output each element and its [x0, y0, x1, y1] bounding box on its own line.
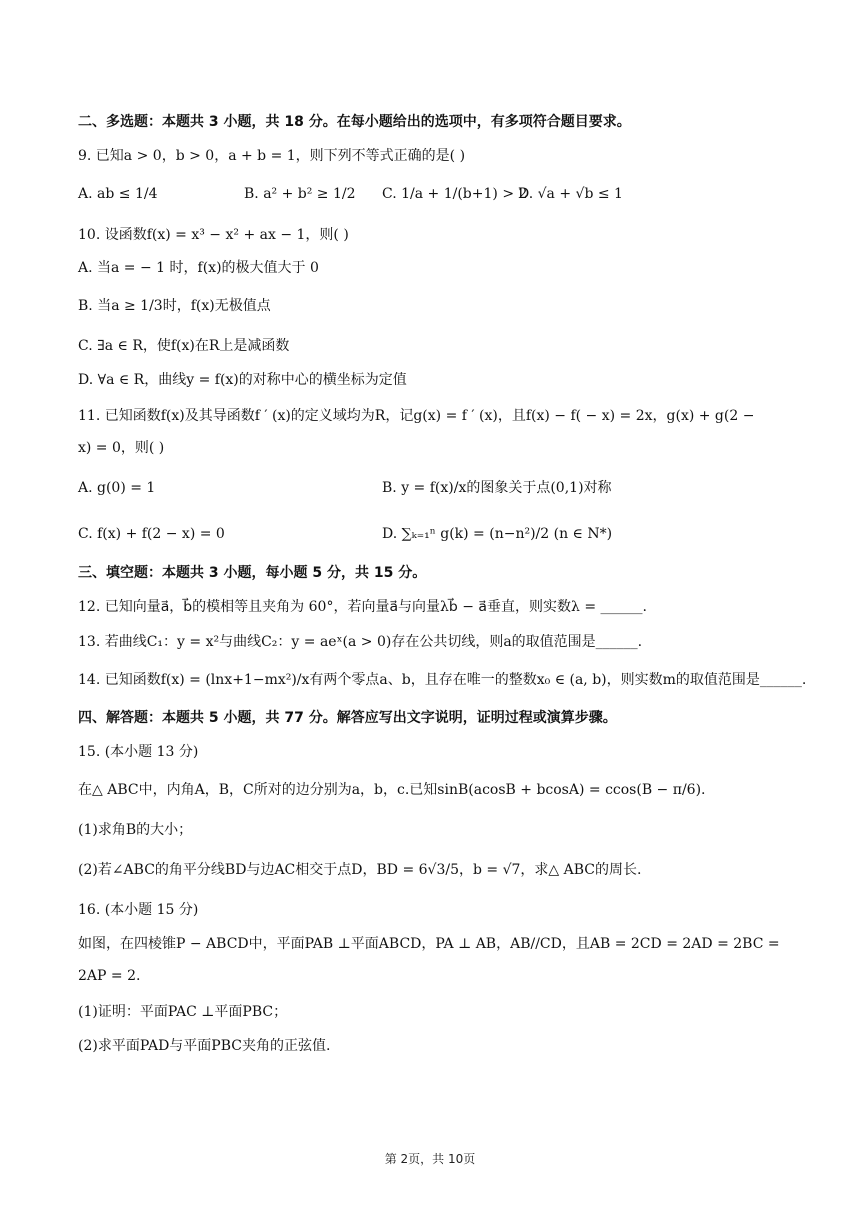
question-9-option-c: C. 1/a + 1/(b+1) > 2: [382, 186, 528, 202]
question-11-option-b: B. y = f(x)/x的图象关于点(0,1)对称: [382, 480, 612, 496]
question-11-stem-line2: x) = 0，则( ): [78, 440, 165, 456]
question-15-title: 15. (本小题 13 分): [78, 744, 199, 760]
question-16-part-2: (2)求平面PAD与平面PBC夹角的正弦值.: [78, 1038, 331, 1054]
question-9-option-a: A. ab ≤ 1/4: [78, 186, 158, 202]
section-heading-multiple-choice: 二、多选题：本题共 3 小题，共 18 分。在每小题给出的选项中，有多项符合题目要求。: [78, 114, 631, 130]
question-9-stem: 9. 已知a > 0，b > 0，a + b = 1，则下列不等式正确的是( ): [78, 148, 466, 164]
question-15-stem: 在△ ABC中，内角A，B，C所对的边分别为a，b，c.已知sinB(acosB + bcosA) = ccos(B − π/6).: [78, 782, 706, 798]
question-10-option-a: A. 当a = − 1 时，f(x)的极大值大于 0: [78, 260, 319, 276]
question-11-stem-line1: 11. 已知函数f(x)及其导函数f ′ (x)的定义域均为R，记g(x) = f ′ (x)，且f(x) − f( − x) = 2x，g(x) + g(2 −: [78, 408, 755, 424]
question-9-option-d: D. √a + √b ≤ 1: [518, 186, 623, 202]
question-12: 12. 已知向量a⃗，b⃗的模相等且夹角为 60°，若向量a⃗与向量λb⃗ − a⃗垂直，则实数λ = ______.: [78, 599, 647, 615]
question-10-option-c: C. ∃a ∈ R，使f(x)在R上是减函数: [78, 338, 290, 354]
question-14: 14. 已知函数f(x) = (lnx+1−mx²)/x有两个零点a、b，且存在唯一的整数x₀ ∈ (a, b)，则实数m的取值范围是______.: [78, 672, 807, 688]
section-heading-solution: 四、解答题：本题共 5 小题，共 77 分。解答应写出文字说明，证明过程或演算步骤。: [78, 710, 617, 726]
question-11-option-d: D. ∑ₖ₌₁ⁿ g(k) = (n−n²)/2 (n ∈ N*): [382, 526, 613, 542]
question-13: 13. 若曲线C₁：y = x²与曲线C₂：y = aeˣ(a > 0)存在公共切线，则a的取值范围是______.: [78, 634, 643, 650]
question-15-part-1: (1)求角B的大小；: [78, 822, 193, 838]
question-11-option-a: A. g(0) = 1: [78, 480, 156, 496]
section-heading-fill-in: 三、填空题：本题共 3 小题，每小题 5 分，共 15 分。: [78, 565, 427, 581]
question-11-option-c: C. f(x) + f(2 − x) = 0: [78, 526, 225, 542]
question-9-option-b: B. a² + b² ≥ 1/2: [244, 186, 356, 202]
page-footer: 第 2页，共 10页: [384, 1152, 476, 1166]
question-16-stem-line1: 如图，在四棱锥P − ABCD中，平面PAB ⊥平面ABCD，PA ⊥ AB，AB//CD，且AB = 2CD = 2AD = 2BC =: [78, 936, 780, 952]
question-16-title: 16. (本小题 15 分): [78, 902, 199, 918]
question-16-stem-line2: 2AP = 2.: [78, 968, 141, 984]
question-10-stem: 10. 设函数f(x) = x³ − x² + ax − 1，则( ): [78, 227, 349, 243]
question-16-part-1: (1)证明：平面PAC ⊥平面PBC；: [78, 1004, 288, 1020]
question-10-option-b: B. 当a ≥ 1/3时，f(x)无极值点: [78, 298, 271, 314]
question-15-part-2: (2)若∠ABC的角平分线BD与边AC相交于点D，BD = 6√3/5，b = √7，求△ ABC的周长.: [78, 862, 642, 878]
question-10-option-d: D. ∀a ∈ R，曲线y = f(x)的对称中心的横坐标为定值: [78, 372, 407, 388]
